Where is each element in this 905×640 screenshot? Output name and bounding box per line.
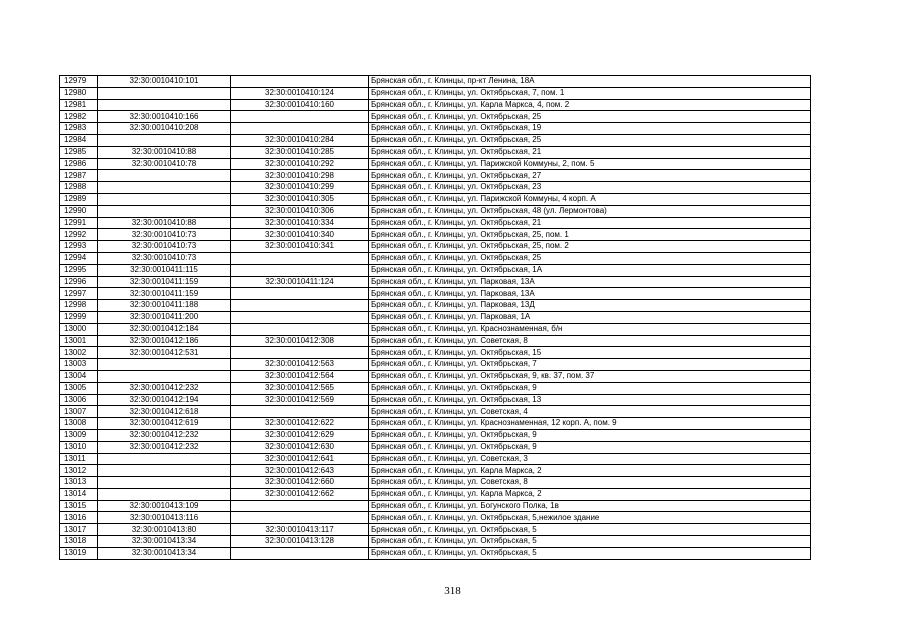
table-row [60,488,811,500]
row-number-cell: 13005 [60,382,98,394]
object-cadastral-number-cell: 32:30:0010410:334 [231,217,369,229]
cadastral-number-cell: 32:30:0010412:618 [98,406,231,418]
cadastral-number-cell: 32:30:0010411:159 [98,276,231,288]
object-cadastral-number-cell [231,300,369,312]
address-cell: Брянская обл., г. Клинцы, ул. Октябрьская, 25, пом. 2 [369,241,811,253]
object-cadastral-number-cell: 32:30:0010412:630 [231,441,369,453]
object-cadastral-number-cell: 32:30:0010410:124 [231,87,369,99]
object-cadastral-number-cell [231,512,369,524]
row-number-cell: 12985 [60,146,98,158]
object-cadastral-number-cell: 32:30:0010412:569 [231,394,369,406]
row-number-cell: 12997 [60,288,98,300]
table-row [60,205,811,217]
cadastral-number-cell: 32:30:0010412:194 [98,394,231,406]
cadastral-number-cell: 32:30:0010413:34 [98,536,231,548]
table-row [60,347,811,359]
address-cell: Брянская обл., г. Клинцы, ул. Карла Маркса, 4, пом. 2 [369,99,811,111]
object-cadastral-number-cell [231,347,369,359]
row-number-cell: 12983 [60,123,98,135]
cadastral-number-cell: 32:30:0010410:101 [98,76,231,88]
cadastral-number-cell [98,488,231,500]
table-row [60,134,811,146]
address-cell: Брянская обл., г. Клинцы, ул. Парковая, 13А [369,276,811,288]
row-number-cell: 12990 [60,205,98,217]
row-number-cell: 12998 [60,300,98,312]
table-row [60,311,811,323]
table-row [60,323,811,335]
table-row [60,193,811,205]
table-row [60,547,811,559]
table-row [60,477,811,489]
row-number-cell: 13012 [60,465,98,477]
table-row [60,394,811,406]
object-cadastral-number-cell [231,323,369,335]
object-cadastral-number-cell: 32:30:0010412:564 [231,370,369,382]
cadastral-number-cell: 32:30:0010412:232 [98,429,231,441]
cadastral-number-cell: 32:30:0010410:166 [98,111,231,123]
row-number-cell: 12982 [60,111,98,123]
object-cadastral-number-cell: 32:30:0010413:117 [231,524,369,536]
row-number-cell: 13008 [60,418,98,430]
row-number-cell: 13015 [60,500,98,512]
row-number-cell: 13000 [60,323,98,335]
cadastral-number-cell: 32:30:0010412:184 [98,323,231,335]
cadastral-number-cell [98,453,231,465]
table-row [60,441,811,453]
object-cadastral-number-cell: 32:30:0010413:128 [231,536,369,548]
table-row [60,264,811,276]
table-row [60,335,811,347]
row-number-cell: 13004 [60,370,98,382]
address-cell: Брянская обл., г. Клинцы, ул. Парковая, 13А [369,288,811,300]
address-cell: Брянская обл., г. Клинцы, ул. Октябрьская, 5 [369,524,811,536]
object-cadastral-number-cell: 32:30:0010410:284 [231,134,369,146]
address-cell: Брянская обл., г. Клинцы, ул. Советская, 3 [369,453,811,465]
table-row [60,300,811,312]
address-cell: Брянская обл., г. Клинцы, ул. Октябрьская, 25 [369,111,811,123]
cadastral-number-cell [98,205,231,217]
address-cell: Брянская обл., г. Клинцы, ул. Парижской Коммуны, 2, пом. 5 [369,158,811,170]
row-number-cell: 12980 [60,87,98,99]
cadastral-number-cell [98,465,231,477]
object-cadastral-number-cell: 32:30:0010411:124 [231,276,369,288]
cadastral-number-cell: 32:30:0010410:73 [98,252,231,264]
cadastral-number-cell: 32:30:0010412:531 [98,347,231,359]
address-cell: Брянская обл., г. Клинцы, ул. Октябрьская, 27 [369,170,811,182]
address-cell: Брянская обл., г. Клинцы, ул. Октябрьская, 9 [369,429,811,441]
row-number-cell: 12989 [60,193,98,205]
row-number-cell: 12984 [60,134,98,146]
table-row [60,276,811,288]
table-row [60,288,811,300]
object-cadastral-number-cell [231,123,369,135]
table-row [60,406,811,418]
table-row [60,524,811,536]
object-cadastral-number-cell [231,111,369,123]
object-cadastral-number-cell: 32:30:0010412:308 [231,335,369,347]
cadastral-number-cell: 32:30:0010411:115 [98,264,231,276]
object-cadastral-number-cell: 32:30:0010410:299 [231,182,369,194]
cadastral-number-cell [98,170,231,182]
row-number-cell: 13002 [60,347,98,359]
address-cell: Брянская обл., г. Клинцы, ул. Краснознаменная, б/н [369,323,811,335]
row-number-cell: 13013 [60,477,98,489]
address-cell: Брянская обл., г. Клинцы, ул. Краснознаменная, 12 корп. А, пом. 9 [369,418,811,430]
object-cadastral-number-cell: 32:30:0010412:641 [231,453,369,465]
object-cadastral-number-cell [231,547,369,559]
object-cadastral-number-cell: 32:30:0010410:341 [231,241,369,253]
table-row [60,217,811,229]
cadastral-number-cell: 32:30:0010412:186 [98,335,231,347]
address-cell: Брянская обл., г. Клинцы, ул. Октябрьская, 1А [369,264,811,276]
table-row [60,382,811,394]
row-number-cell: 12994 [60,252,98,264]
cadastral-number-cell [98,134,231,146]
row-number-cell: 13011 [60,453,98,465]
row-number-cell: 13019 [60,547,98,559]
address-cell: Брянская обл., г. Клинцы, ул. Октябрьская, 13 [369,394,811,406]
cadastral-number-cell: 32:30:0010411:200 [98,311,231,323]
table-row [60,182,811,194]
address-cell: Брянская обл., г. Клинцы, ул. Октябрьская, 25, пом. 1 [369,229,811,241]
table-row [60,87,811,99]
row-number-cell: 13014 [60,488,98,500]
address-cell: Брянская обл., г. Клинцы, ул. Октябрьская, 7, пом. 1 [369,87,811,99]
cadastral-number-cell: 32:30:0010412:232 [98,441,231,453]
address-cell: Брянская обл., г. Клинцы, ул. Октябрьская, 48 (ул. Лермонтова) [369,205,811,217]
address-cell: Брянская обл., г. Клинцы, ул. Октябрьская, 9, кв. 37, пом. 37 [369,370,811,382]
object-cadastral-number-cell [231,406,369,418]
cadastral-number-cell: 32:30:0010410:88 [98,217,231,229]
table-row [60,429,811,441]
address-cell: Брянская обл., г. Клинцы, ул. Октябрьская, 23 [369,182,811,194]
address-cell: Брянская обл., г. Клинцы, ул. Октябрьская, 7 [369,359,811,371]
row-number-cell: 12995 [60,264,98,276]
row-number-cell: 12992 [60,229,98,241]
object-cadastral-number-cell: 32:30:0010412:660 [231,477,369,489]
cadastral-number-cell: 32:30:0010413:109 [98,500,231,512]
row-number-cell: 12987 [60,170,98,182]
object-cadastral-number-cell: 32:30:0010410:285 [231,146,369,158]
row-number-cell: 12999 [60,311,98,323]
cadastral-number-cell: 32:30:0010411:159 [98,288,231,300]
table-row [60,536,811,548]
cadastral-number-cell [98,370,231,382]
object-cadastral-number-cell: 32:30:0010412:622 [231,418,369,430]
row-number-cell: 12979 [60,76,98,88]
row-number-cell: 12991 [60,217,98,229]
cadastral-number-cell: 32:30:0010410:73 [98,241,231,253]
object-cadastral-number-cell: 32:30:0010410:340 [231,229,369,241]
table-row [60,158,811,170]
address-cell: Брянская обл., г. Клинцы, ул. Октябрьская, 15 [369,347,811,359]
address-cell: Брянская обл., г. Клинцы, ул. Богунского Полка, 1в [369,500,811,512]
table-row [60,99,811,111]
table-row [60,146,811,158]
row-number-cell: 12996 [60,276,98,288]
object-cadastral-number-cell: 32:30:0010412:565 [231,382,369,394]
address-cell: Брянская обл., г. Клинцы, ул. Октябрьская, 9 [369,441,811,453]
address-cell: Брянская обл., г. Клинцы, ул. Октябрьская, 5 [369,536,811,548]
cadastral-number-cell: 32:30:0010410:73 [98,229,231,241]
object-cadastral-number-cell: 32:30:0010410:160 [231,99,369,111]
cadastral-number-cell: 32:30:0010413:116 [98,512,231,524]
row-number-cell: 12988 [60,182,98,194]
table-row [60,123,811,135]
table-row [60,500,811,512]
address-cell: Брянская обл., г. Клинцы, ул. Октябрьская, 19 [369,123,811,135]
address-cell: Брянская обл., г. Клинцы, ул. Советская, 8 [369,477,811,489]
table-row [60,370,811,382]
registry-table [59,75,811,560]
row-number-cell: 13018 [60,536,98,548]
cadastral-number-cell [98,477,231,489]
table-row [60,512,811,524]
row-number-cell: 12986 [60,158,98,170]
table-row [60,359,811,371]
object-cadastral-number-cell: 32:30:0010412:629 [231,429,369,441]
address-cell: Брянская обл., г. Клинцы, ул. Октябрьская, 21 [369,146,811,158]
object-cadastral-number-cell: 32:30:0010410:305 [231,193,369,205]
cadastral-number-cell [98,87,231,99]
address-cell: Брянская обл., г. Клинцы, ул. Октябрьская, 9 [369,382,811,394]
row-number-cell: 13007 [60,406,98,418]
address-cell: Брянская обл., г. Клинцы, ул. Октябрьская, 21 [369,217,811,229]
object-cadastral-number-cell: 32:30:0010412:662 [231,488,369,500]
object-cadastral-number-cell [231,252,369,264]
row-number-cell: 13001 [60,335,98,347]
cadastral-number-cell: 32:30:0010410:78 [98,158,231,170]
address-cell: Брянская обл., г. Клинцы, ул. Советская, 8 [369,335,811,347]
object-cadastral-number-cell: 32:30:0010410:298 [231,170,369,182]
table-row [60,252,811,264]
address-cell: Брянская обл., г. Клинцы, ул. Парковая, 13Д [369,300,811,312]
table-row [60,229,811,241]
cadastral-number-cell [98,193,231,205]
registry-table-body [60,76,811,560]
row-number-cell: 13017 [60,524,98,536]
row-number-cell: 13010 [60,441,98,453]
address-cell: Брянская обл., г. Клинцы, ул. Октябрьская, 5 [369,547,811,559]
row-number-cell: 13016 [60,512,98,524]
address-cell: Брянская обл., г. Клинцы, ул. Карла Маркса, 2 [369,488,811,500]
object-cadastral-number-cell [231,76,369,88]
row-number-cell: 12993 [60,241,98,253]
cadastral-number-cell [98,99,231,111]
cadastral-number-cell: 32:30:0010411:188 [98,300,231,312]
object-cadastral-number-cell [231,288,369,300]
cadastral-number-cell: 32:30:0010412:232 [98,382,231,394]
object-cadastral-number-cell [231,500,369,512]
row-number-cell: 13003 [60,359,98,371]
table-row [60,170,811,182]
table-row [60,76,811,88]
row-number-cell: 12981 [60,99,98,111]
object-cadastral-number-cell [231,311,369,323]
address-cell: Брянская обл., г. Клинцы, ул. Октябрьская, 25 [369,134,811,146]
address-cell: Брянская обл., г. Клинцы, ул. Парковая, 1А [369,311,811,323]
cadastral-number-cell: 32:30:0010412:619 [98,418,231,430]
cadastral-number-cell: 32:30:0010413:34 [98,547,231,559]
table-row [60,111,811,123]
object-cadastral-number-cell: 32:30:0010410:292 [231,158,369,170]
row-number-cell: 13006 [60,394,98,406]
cadastral-number-cell [98,359,231,371]
address-cell: Брянская обл., г. Клинцы, пр-кт Ленина, 18А [369,76,811,88]
cadastral-number-cell: 32:30:0010413:80 [98,524,231,536]
page-number: 318 [444,585,461,597]
row-number-cell: 13009 [60,429,98,441]
address-cell: Брянская обл., г. Клинцы, ул. Парижской Коммуны, 4 корп. А [369,193,811,205]
address-cell: Брянская обл., г. Клинцы, ул. Советская, 4 [369,406,811,418]
cadastral-number-cell: 32:30:0010410:88 [98,146,231,158]
table-row [60,241,811,253]
object-cadastral-number-cell [231,264,369,276]
table-row [60,418,811,430]
object-cadastral-number-cell: 32:30:0010410:306 [231,205,369,217]
object-cadastral-number-cell: 32:30:0010412:563 [231,359,369,371]
address-cell: Брянская обл., г. Клинцы, ул. Карла Маркса, 2 [369,465,811,477]
cadastral-number-cell: 32:30:0010410:208 [98,123,231,135]
table-row [60,453,811,465]
cadastral-number-cell [98,182,231,194]
address-cell: Брянская обл., г. Клинцы, ул. Октябрьская, 25 [369,252,811,264]
table-row [60,465,811,477]
object-cadastral-number-cell: 32:30:0010412:643 [231,465,369,477]
address-cell: Брянская обл., г. Клинцы, ул. Октябрьская, 5,нежилое здание [369,512,811,524]
